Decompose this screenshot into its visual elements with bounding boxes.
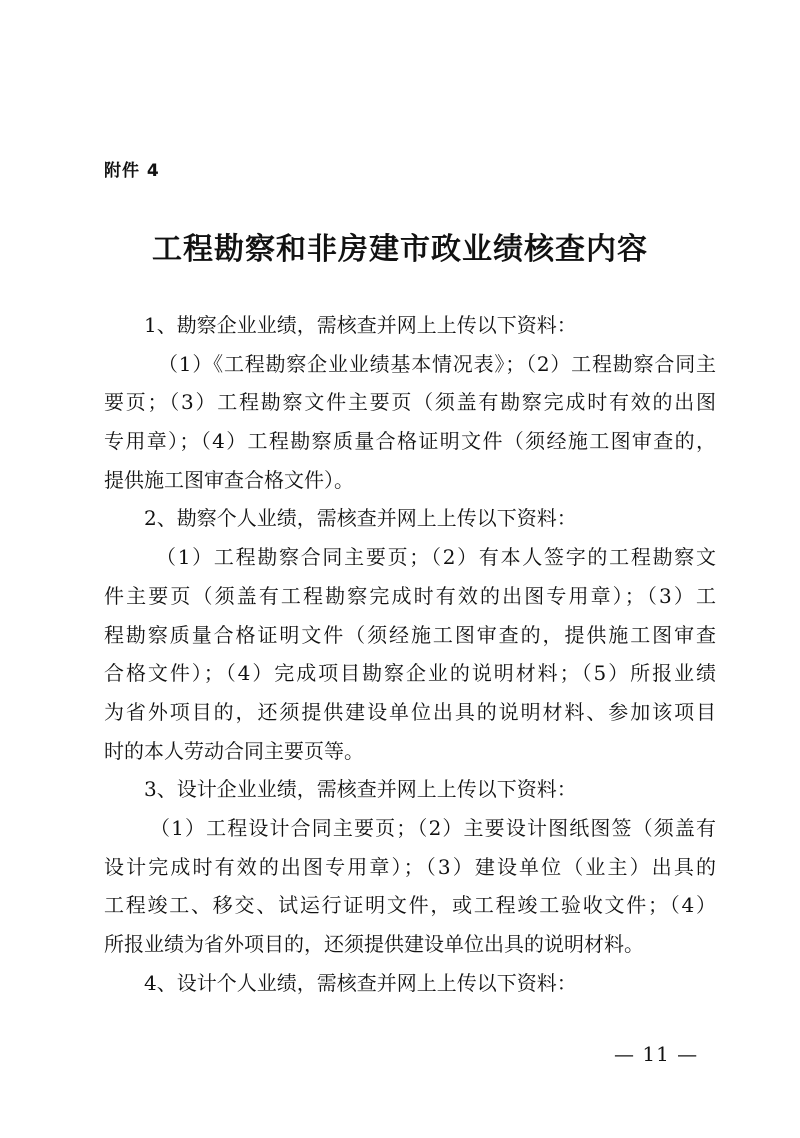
document-title: 工程勘察和非房建市政业绩核查内容 (152, 232, 648, 267)
paragraph-line: 为省外项目的，还须提供建设单位出具的说明材料、参加该项目 (104, 699, 716, 724)
section-heading-3: 3、设计企业业绩，需核查并网上上传以下资料： (144, 777, 577, 802)
section-heading-4: 4、设计个人业绩，需核查并网上上传以下资料： (144, 970, 577, 995)
paragraph-line: 程勘察质量合格证明文件（须经施工图审查的，提供施工图审查 (104, 622, 716, 647)
paragraph-line: 时的本人劳动合同主要页等。 (104, 738, 364, 763)
section-heading-1: 1、勘察企业业绩，需核查并网上上传以下资料： (144, 313, 577, 337)
paragraph-line: （1）工程设计合同主要页；（2）主要设计图纸图签（须盖有 (150, 815, 716, 840)
paragraph-line: 提供施工图审查合格文件）。 (104, 467, 354, 492)
paragraph-line: （1）《工程勘察企业业绩基本情况表》；（2）工程勘察合同主 (158, 351, 716, 376)
paragraph-line: 设计完成时有效的出图专用章）；（3）建设单位（业主）出具的 (104, 854, 716, 879)
page-number: — 11 — (614, 1042, 699, 1066)
paragraph-line: 合格文件）；（4）完成项目勘察企业的说明材料；（5）所报业绩 (104, 661, 716, 686)
paragraph-line: 要页；（3）工程勘察文件主要页（须盖有勘察完成时有效的出图 (104, 390, 716, 415)
paragraph-line: 专用章）；（4）工程勘察质量合格证明文件（须经施工图审查的， (104, 429, 716, 454)
document-body (104, 306, 716, 1002)
paragraph-line: （1）工程勘察合同主要页；（2）有本人签字的工程勘察文 (156, 545, 716, 570)
paragraph-line: 件主要页（须盖有工程勘察完成时有效的出图专用章）；（3）工 (104, 583, 716, 608)
paragraph-line: 所报业绩为省外项目的，还须提供建设单位出具的说明材料。 (104, 932, 644, 956)
section-heading-2: 2、勘察个人业绩，需核查并网上上传以下资料： (144, 506, 577, 531)
attachment-label: 附件 4 (104, 161, 160, 181)
paragraph-line: 工程竣工、移交、试运行证明文件，或工程竣工验收文件；（4） (104, 893, 716, 918)
